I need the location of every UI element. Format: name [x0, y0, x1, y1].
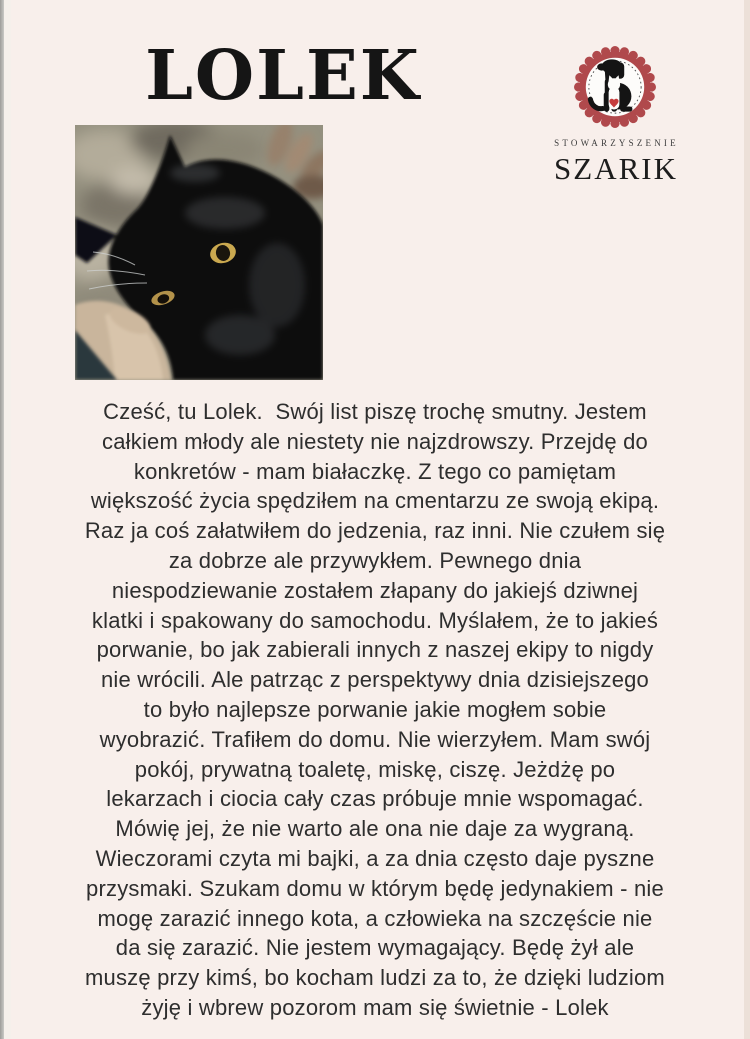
letter-line: muszę przy kimś, bo kocham ludzi za to, że dzięki ludziom — [85, 965, 665, 991]
letter-line: da się zarazić. Nie jestem wymagający. Będę żył ale — [115, 935, 635, 961]
letter-line: żyję i wbrew pozorom mam się świetnie - Lolek — [141, 994, 609, 1020]
letter-line: klatki i spakowany do samochodu. Myślałem, że to jakieś — [91, 607, 659, 633]
letter-line: niespodziewanie zostałem złapany do jakiejś dziwnej — [111, 577, 639, 603]
org-type-label: STOWARZYSZENIE — [554, 138, 679, 148]
letter-line: Raz ja coś załatwiłem do jedzenia, raz inni. Nie czułem się — [84, 518, 666, 544]
cat-photo — [75, 125, 323, 380]
letter-line: porwanie, bo jak zabierali innych z naszej ekipy to nigdy — [96, 637, 654, 663]
letter-line: mogę zarazić innego kota, a człowieka na szczęście nie — [97, 905, 653, 931]
letter-line: to było najlepsze porwanie jakie mogłem sobie — [143, 696, 607, 722]
org-logo — [545, 46, 685, 187]
letter-line: nie wrócili. Ale patrząc z perspektywy dnia dzisiejszego — [101, 667, 649, 693]
logo-badge-icon — [574, 46, 656, 128]
letter-line: Cześć, tu Lolek. Swój list piszę trochę smutny. Jestem — [103, 399, 647, 424]
page-title: LOLEK — [145, 36, 421, 116]
page-right-edge — [744, 0, 750, 1039]
letter-line: Wieczorami czyta mi bajki, a za dnia często daje pyszne — [95, 845, 655, 871]
letter-line: za dobrze ale przywykłem. Pewnego dnia — [168, 547, 582, 573]
page-left-edge-highlight — [4, 0, 11, 1039]
letter-line: lekarzach i ciocia cały czas próbuje mnie wspomagać. — [106, 786, 644, 812]
letter-line: większość życia spędziłem na cmentarzu ze swoją ekipą. — [90, 488, 660, 514]
letter-line: przysmaki. Szukam domu w którym będę jedynakiem - nie — [86, 875, 664, 901]
cat-photo-illustration — [75, 125, 323, 380]
letter-line: wyobrazić. Trafiłem do domu. Nie wierzyłem. Mam swój — [99, 726, 651, 752]
letter-line: konkretów - mam białaczkę. Z tego co pamiętam — [133, 458, 617, 484]
letter-text — [30, 397, 720, 1023]
letter-line: całkiem młody ale niestety nie najzdrowszy. Przejdę do — [102, 428, 648, 454]
letter-line: pokój, prywatną toaletę, miskę, ciszę. Jeżdżę po — [134, 756, 616, 782]
letter-line: Mówię jej, że nie warto ale ona nie daje za wygraną. — [115, 816, 635, 842]
org-name-label: SZARIK — [554, 151, 678, 186]
